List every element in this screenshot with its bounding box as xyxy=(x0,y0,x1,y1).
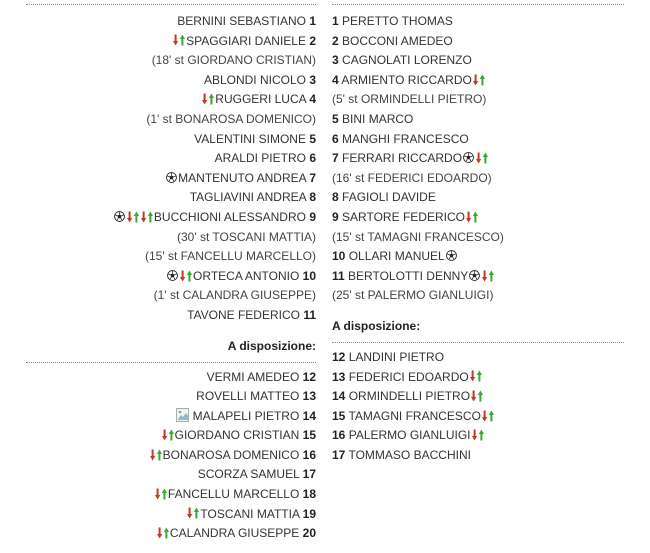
substitute-entry-text: (1' st BONAROSA DOMENICO) xyxy=(146,111,316,126)
substitution-arrows-icon xyxy=(202,93,214,105)
player-row xyxy=(26,505,316,525)
player-number: 14 xyxy=(302,408,316,423)
player-name: MANTENUTO ANDREA xyxy=(178,170,306,185)
player-name: ARALDI PIETRO xyxy=(214,151,306,166)
substitute-entry xyxy=(332,286,624,306)
substitute-entry xyxy=(332,228,624,248)
player-name: SPAGGIARI DANIELE xyxy=(186,33,306,48)
player-row xyxy=(332,426,624,446)
player-number: 4 xyxy=(309,92,316,107)
player-name: SARTORE FEDERICO xyxy=(342,209,465,224)
player-row xyxy=(332,32,624,52)
player-name: BERTOLOTTI DENNY xyxy=(348,268,469,283)
player-number: 3 xyxy=(332,53,339,68)
home-lineup-column xyxy=(26,0,316,544)
substitution-arrows-icon xyxy=(162,429,174,441)
player-number: 13 xyxy=(302,389,316,404)
substitute-entry-text: (15' st FANCELLU MARCELLO) xyxy=(144,249,316,264)
substitute-entry-text: (15' st TAMAGNI FRANCESCO) xyxy=(332,229,504,244)
player-name: BERNINI SEBASTIANO xyxy=(177,14,306,28)
player-name: GIORDANO CRISTIAN xyxy=(174,428,300,443)
player-name: FEDERICI EDOARDO xyxy=(348,369,469,384)
substitution-arrows-icon xyxy=(472,429,484,441)
player-number: 12 xyxy=(332,349,346,364)
player-name: FAGIOLI DAVIDE xyxy=(342,190,436,205)
player-number: 1 xyxy=(332,14,339,28)
player-number: 5 xyxy=(332,111,339,126)
player-row xyxy=(332,267,624,287)
player-number: 8 xyxy=(332,190,339,205)
player-number: 7 xyxy=(332,151,339,166)
player-number: 20 xyxy=(302,526,316,541)
player-name: ARMIENTO RICCARDO xyxy=(341,72,472,87)
player-row xyxy=(26,446,316,466)
substitute-entry-text: (16' st FEDERICI EDOARDO) xyxy=(332,170,492,185)
substitution-arrows-icon xyxy=(466,211,478,223)
player-number: 2 xyxy=(309,33,316,48)
player-name: ABLONDI NICOLO xyxy=(203,72,306,87)
player-number: 11 xyxy=(303,307,316,322)
substitution-arrows-icon xyxy=(127,211,139,223)
player-name: CAGNOLATI LORENZO xyxy=(342,53,472,68)
substitute-entry xyxy=(332,90,624,110)
player-name: TOMMASO BACCHINI xyxy=(348,447,471,462)
player-number: 1 xyxy=(309,14,316,28)
player-row xyxy=(26,71,316,91)
player-row xyxy=(26,407,316,427)
player-name: CALANDRA GIUSEPPE xyxy=(169,526,300,541)
player-row xyxy=(26,208,316,228)
soccer-ball-icon xyxy=(167,270,178,281)
soccer-ball-icon xyxy=(114,211,125,222)
player-name: LANDINI PIETRO xyxy=(348,349,445,364)
away-bench-heading: A disposizione: xyxy=(332,318,421,333)
player-number: 8 xyxy=(309,190,316,205)
player-number: 2 xyxy=(332,33,339,48)
player-row xyxy=(332,110,624,130)
substitute-entry xyxy=(26,110,316,130)
substitute-entry-text: (30' st TOSCANI MATTIA) xyxy=(177,229,316,244)
substitution-arrows-icon xyxy=(482,270,494,282)
player-number: 6 xyxy=(309,151,316,166)
home-bench-divider xyxy=(26,362,316,363)
substitute-entry-text: (25' st PALERMO GIANLUIGI) xyxy=(332,288,494,303)
player-number: 9 xyxy=(332,209,339,224)
substitution-arrows-icon xyxy=(180,270,192,282)
player-number: 10 xyxy=(302,268,316,283)
player-row xyxy=(26,169,316,189)
player-row xyxy=(332,12,624,32)
player-number: 4 xyxy=(332,72,339,87)
player-number: 11 xyxy=(332,268,345,283)
player-row xyxy=(332,188,624,208)
player-row xyxy=(332,368,624,388)
player-row xyxy=(332,149,624,169)
away-lineup-column xyxy=(332,0,624,465)
substitution-arrows-icon xyxy=(473,74,485,86)
player-name: SCORZA SAMUEL xyxy=(197,467,300,482)
substitute-entry-text: (5' st ORMINDELLI PIETRO) xyxy=(332,92,487,107)
player-row xyxy=(26,426,316,446)
substitution-arrows-icon xyxy=(155,488,167,500)
top-divider xyxy=(332,4,624,5)
player-number: 12 xyxy=(302,369,316,384)
substitute-entry xyxy=(26,228,316,248)
player-row xyxy=(26,149,316,169)
player-row xyxy=(26,90,316,110)
player-name: TOSCANI MATTIA xyxy=(200,506,300,521)
substitute-entry-text: (18' st GIORDANO CRISTIAN) xyxy=(151,53,316,68)
player-name: BONAROSA DOMENICO xyxy=(162,447,300,462)
player-name: RUGGERI LUCA xyxy=(215,92,306,107)
substitution-arrows-icon xyxy=(150,449,162,461)
player-number: 17 xyxy=(332,447,346,462)
player-name: MALAPELI PIETRO xyxy=(192,408,300,423)
player-row xyxy=(26,387,316,407)
player-row xyxy=(26,485,316,505)
player-number: 17 xyxy=(302,467,316,482)
top-divider xyxy=(26,4,316,5)
substitute-entry xyxy=(26,51,316,71)
player-row xyxy=(332,51,624,71)
player-row xyxy=(332,130,624,150)
player-row xyxy=(332,446,624,466)
player-row xyxy=(26,306,316,326)
player-name: TAMAGNI FRANCESCO xyxy=(348,408,481,423)
player-number: 16 xyxy=(332,428,346,443)
substitution-arrows-icon xyxy=(482,410,494,422)
home-bench-heading: A disposizione: xyxy=(227,338,316,353)
substitute-entry-text: (1' st CALANDRA GIUSEPPE) xyxy=(153,288,316,303)
substitute-entry xyxy=(26,286,316,306)
player-number: 19 xyxy=(302,506,316,521)
player-number: 16 xyxy=(302,447,316,462)
player-name: MANGHI FRANCESCO xyxy=(342,131,469,146)
player-number: 10 xyxy=(332,249,346,264)
player-number: 13 xyxy=(332,369,346,384)
player-number: 5 xyxy=(309,131,316,146)
player-name: OLLARI MANUEL xyxy=(348,249,445,264)
away-bench-list xyxy=(332,348,624,466)
player-row xyxy=(26,32,316,52)
player-row xyxy=(332,71,624,91)
player-row xyxy=(26,188,316,208)
substitution-arrows-icon xyxy=(187,507,199,519)
player-number: 15 xyxy=(332,408,346,423)
broken-image-icon xyxy=(176,408,190,422)
substitution-arrows-icon xyxy=(476,152,488,164)
player-number: 6 xyxy=(332,131,339,146)
player-name: FANCELLU MARCELLO xyxy=(167,487,300,502)
player-row xyxy=(26,130,316,150)
substitution-arrows-icon xyxy=(173,34,185,46)
soccer-ball-icon xyxy=(446,250,457,261)
away-starters-list xyxy=(332,12,624,306)
player-number: 14 xyxy=(332,389,346,404)
player-name: BINI MARCO xyxy=(342,111,414,126)
player-name: PERETTO THOMAS xyxy=(342,14,453,28)
home-starters-list xyxy=(26,12,316,326)
player-name: TAVONE FEDERICO xyxy=(187,307,300,322)
player-name: FERRARI RICCARDO xyxy=(342,151,463,166)
player-row xyxy=(26,368,316,388)
player-number: 9 xyxy=(309,209,316,224)
soccer-ball-icon xyxy=(166,172,177,183)
player-name: PALERMO GIANLUIGI xyxy=(348,428,471,443)
player-row xyxy=(26,524,316,544)
player-number: 7 xyxy=(309,170,316,185)
home-bench-list xyxy=(26,368,316,544)
away-bench-divider xyxy=(332,342,624,343)
player-row xyxy=(332,387,624,407)
player-row xyxy=(332,407,624,427)
substitution-arrows-icon xyxy=(470,370,482,382)
player-name: ORMINDELLI PIETRO xyxy=(348,389,471,404)
substitute-entry xyxy=(26,247,316,267)
player-name: TAGLIAVINI ANDREA xyxy=(189,190,306,205)
substitution-arrows-icon xyxy=(157,527,169,539)
soccer-ball-icon xyxy=(463,152,474,163)
player-name: BUCCHIONI ALESSANDRO xyxy=(153,209,306,224)
player-name: ROVELLI MATTEO xyxy=(196,389,300,404)
substitution-arrows-icon xyxy=(471,390,483,402)
player-number: 3 xyxy=(309,72,316,87)
player-number: 15 xyxy=(302,428,316,443)
substitution-arrows-icon xyxy=(141,211,153,223)
player-name: ORTECA ANTONIO xyxy=(193,268,300,283)
player-row xyxy=(26,267,316,287)
player-number: 18 xyxy=(302,487,316,502)
player-row xyxy=(332,348,624,368)
player-row xyxy=(26,465,316,485)
player-row xyxy=(332,208,624,228)
soccer-ball-icon xyxy=(469,270,480,281)
player-name: VALENTINI SIMONE xyxy=(194,131,306,146)
player-row xyxy=(26,12,316,32)
substitute-entry xyxy=(332,169,624,189)
player-row xyxy=(332,247,624,267)
player-name: BOCCONI AMEDEO xyxy=(342,33,453,48)
player-name: VERMI AMEDEO xyxy=(206,369,300,384)
